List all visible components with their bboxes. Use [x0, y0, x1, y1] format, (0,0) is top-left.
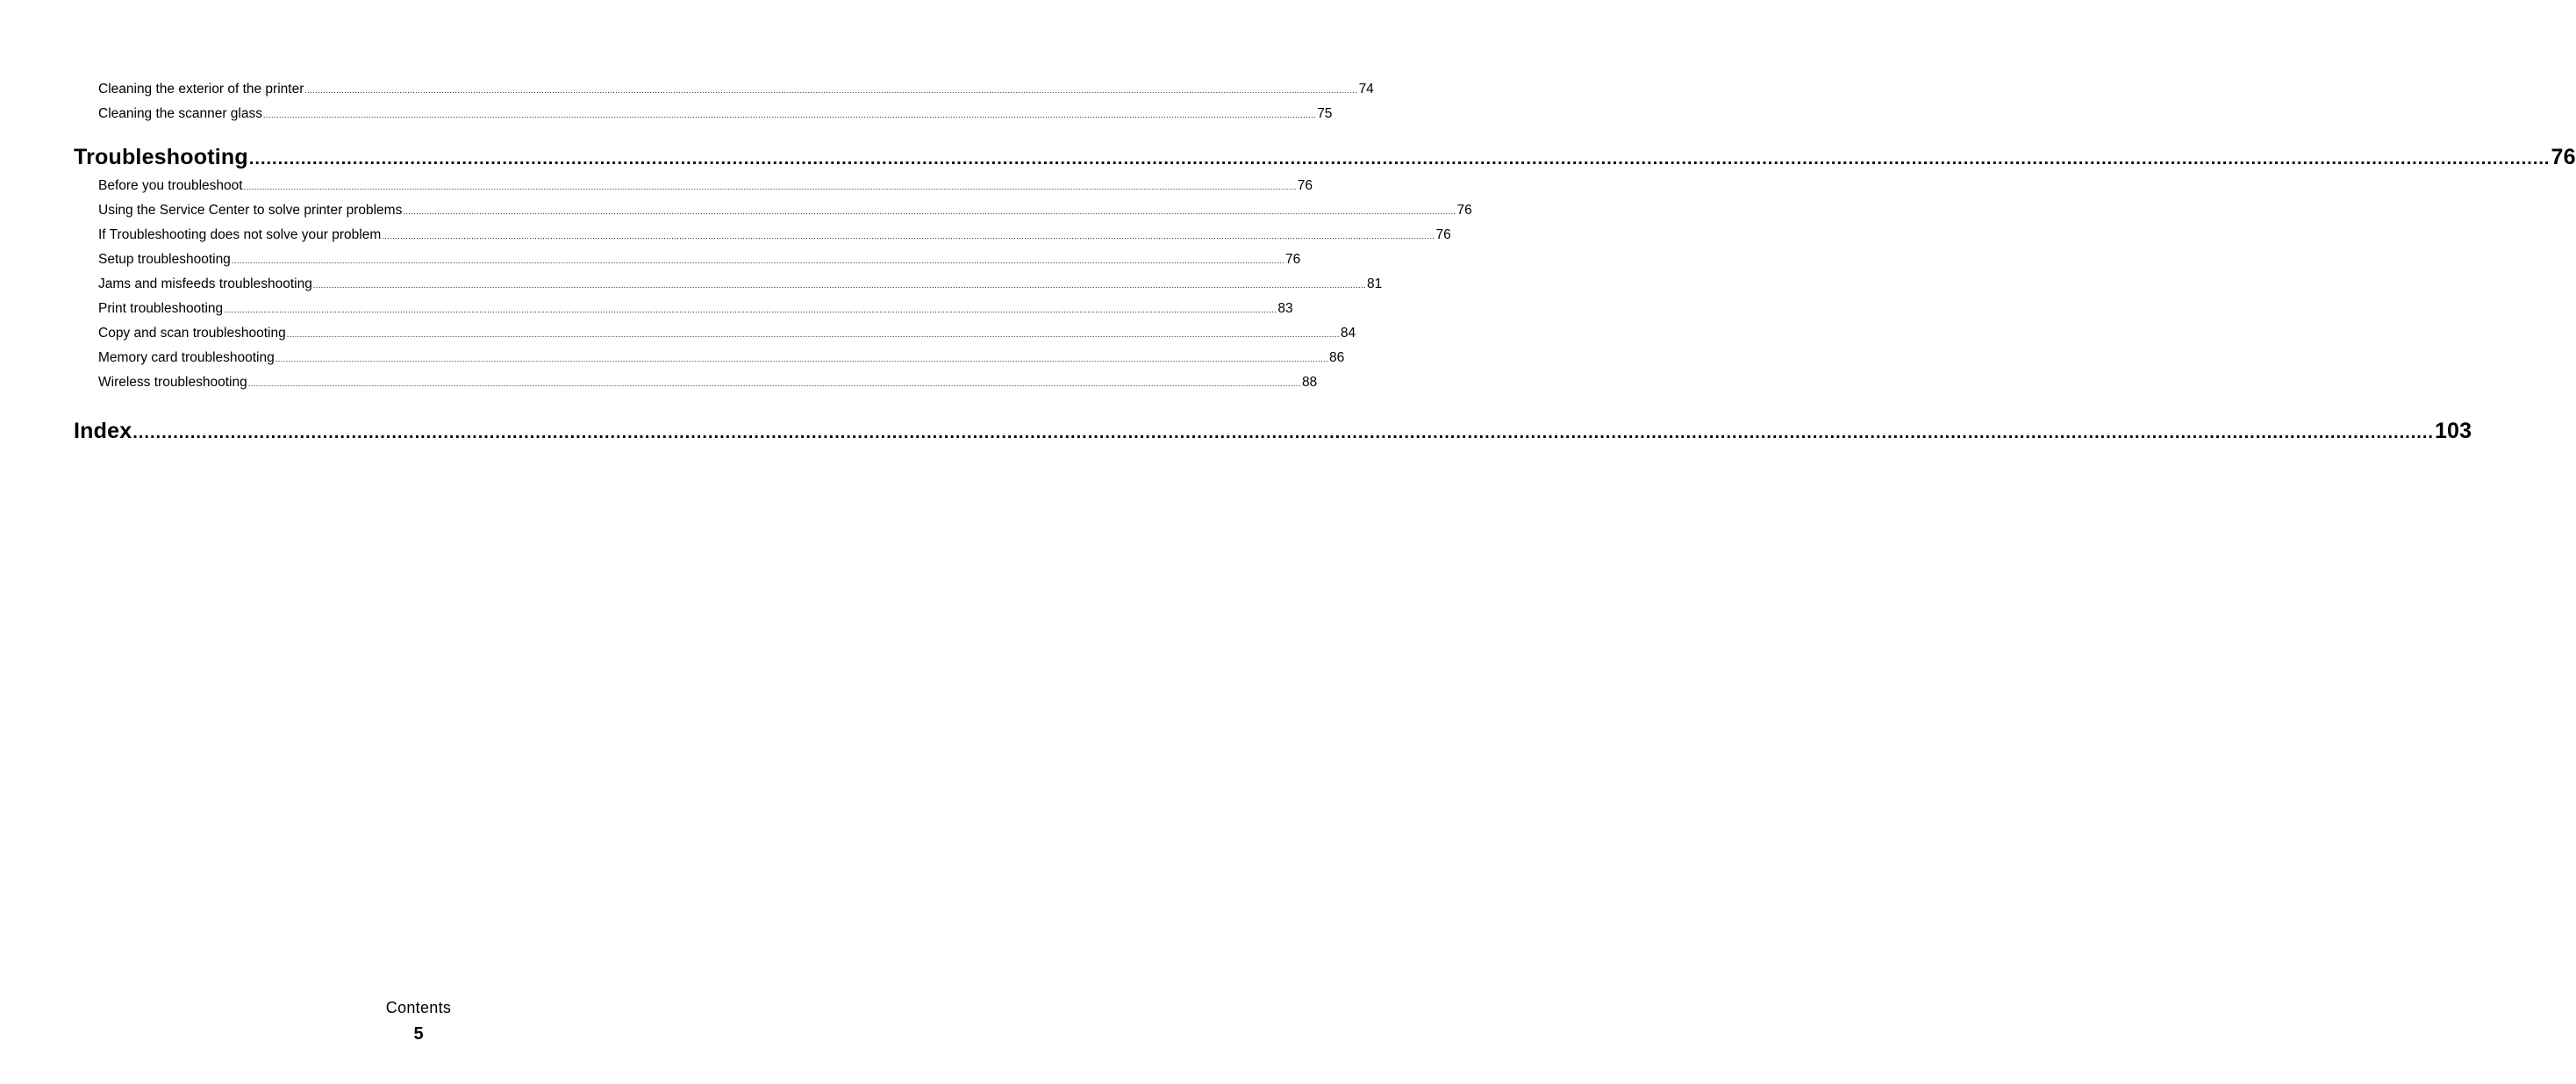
- toc-entry-page: 86: [1328, 350, 1345, 365]
- footer-section-label: Contents: [385, 999, 452, 1016]
- dot-leader: ................................................................................................................................................................................................................................................................................................................................................................................................................: [304, 86, 1358, 95]
- toc-chapter-index[interactable]: [74, 414, 2472, 448]
- footer-page-number: 5: [413, 1024, 424, 1044]
- dot-leader: ................................................................................................................................................................................................................................................................................................................................................................................................................: [275, 355, 1328, 363]
- toc-entry-page: 83: [1277, 301, 1293, 316]
- toc-entry-setup-troubleshooting[interactable]: [98, 248, 1301, 272]
- toc-entry-page: 76: [1435, 227, 1451, 242]
- toc-entry-title: Setup troubleshooting: [98, 252, 231, 267]
- toc-entry-page: 81: [1367, 276, 1383, 291]
- dot-leader: ................................................................................................................................................................................................................................................................................................................................................................................................................: [247, 379, 1301, 388]
- toc-entry-page: 76: [1297, 178, 1313, 193]
- dot-leader: ................................................................................................................................................................................................................................................................................................................................................................................................................: [312, 281, 1367, 290]
- toc-entry-title: If Troubleshooting does not solve your problem: [98, 227, 382, 242]
- toc-entry-page: 76: [1285, 252, 1301, 267]
- dot-leader: ................................................................................................................................................................................................................................................................................................................................................................................................................: [243, 183, 1297, 191]
- toc-chapter-title: Index: [74, 419, 132, 443]
- toc-entry-copy-scan[interactable]: [98, 321, 1356, 346]
- dot-leader: ................................................................................................................................................................................................................................................................................................................................................................................................................: [224, 305, 1277, 314]
- dot-leader: ................................................................................................................................................................................................................................................................................................................................................................................................................: [382, 232, 1435, 240]
- toc-entry-if-troubleshooting-fails[interactable]: [98, 223, 1451, 248]
- toc-entry-memory-card[interactable]: [98, 346, 1345, 370]
- toc-entry-page: 88: [1301, 375, 1318, 390]
- toc-entry-page: 75: [1317, 106, 1333, 121]
- dot-leader: ................................................................................................................................................................................................................................................................................................................................................................................................................: [262, 111, 1317, 119]
- toc-entry-print-troubleshooting[interactable]: [98, 297, 1293, 321]
- toc-chapter-title: Troubleshooting: [74, 145, 248, 169]
- toc-entry-title: Print troubleshooting: [98, 301, 224, 316]
- toc-chapter-page: 76: [2551, 145, 2576, 169]
- toc-entry-jams-misfeeds[interactable]: [98, 272, 1383, 297]
- toc-entry-page: 84: [1340, 326, 1356, 341]
- dot-leader: ................................................................................................................................................................................................................................................................................................................................................................................................................: [231, 256, 1285, 265]
- dot-leader: ................................................................................................................................................................................................................................................................................................................................................................................................................: [132, 423, 2434, 442]
- toc-entry-title: Before you troubleshoot: [98, 178, 243, 193]
- toc-entry-title: Using the Service Center to solve printer problems: [98, 203, 403, 218]
- toc-entry-cleaning-exterior[interactable]: [98, 77, 1374, 102]
- toc-entry-title: Jams and misfeeds troubleshooting: [98, 276, 312, 291]
- toc-entry-page: 76: [1456, 203, 1472, 218]
- toc-entry-title: Cleaning the scanner glass: [98, 106, 262, 121]
- toc-entry-title: Wireless troubleshooting: [98, 375, 247, 390]
- dot-leader: ................................................................................................................................................................................................................................................................................................................................................................................................................: [248, 149, 2551, 169]
- toc-entry-title: Copy and scan troubleshooting: [98, 326, 286, 341]
- toc-entry-title: Memory card troubleshooting: [98, 350, 275, 365]
- toc-entry-cleaning-scanner-glass[interactable]: [98, 102, 1333, 126]
- toc-entry-wireless[interactable]: [98, 370, 1318, 395]
- toc-entry-service-center[interactable]: [98, 198, 1472, 223]
- toc-entry-before-you-troubleshoot[interactable]: [98, 174, 1313, 198]
- toc-entry-title: Cleaning the exterior of the printer: [98, 82, 304, 97]
- dot-leader: ................................................................................................................................................................................................................................................................................................................................................................................................................: [403, 207, 1456, 216]
- toc-entry-page: 74: [1358, 82, 1374, 97]
- dot-leader: ................................................................................................................................................................................................................................................................................................................................................................................................................: [286, 330, 1340, 339]
- toc-chapter-troubleshooting[interactable]: [74, 140, 2576, 174]
- toc-chapter-page: 103: [2434, 419, 2472, 443]
- table-of-contents: [74, 77, 2576, 448]
